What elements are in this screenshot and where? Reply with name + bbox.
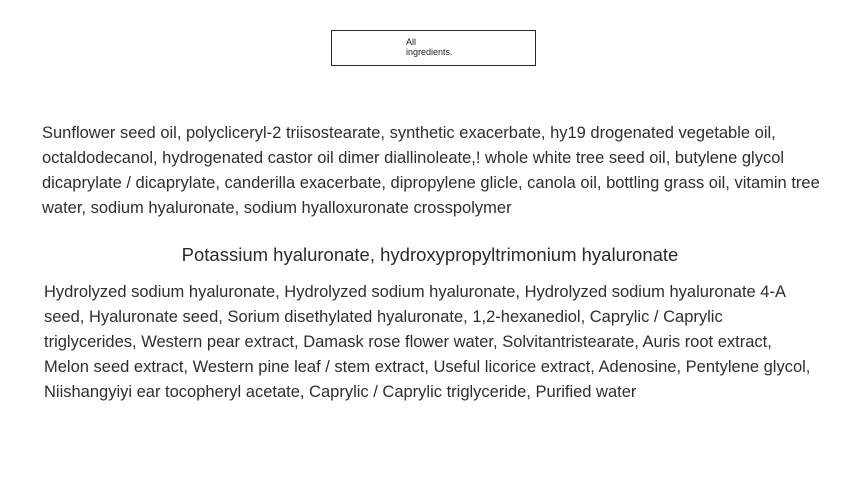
header-line-ingredients: ingredients. <box>406 47 453 57</box>
header-line-all: All <box>406 37 417 47</box>
ingredients-header-title <box>406 37 453 57</box>
ingredient-list-hyaluronates: Hydrolyzed sodium hyaluronate, Hydrolyzed sodium hyaluronate, Hydrolyzed sodium hyaluronate 4-A seed, Hyaluronate seed, Sorium disethylated hyaluronate, 1,2-hexanediol, Caprylic / Caprylic triglycerides, Western pear extract, Damask rose flower water, Solvitantristearate, Auris root extract, Melon seed extract, Western pine leaf / stem extract, Useful licorice extract, Adenosine, Pentylene glycol, Niishangyiyi ear tocopheryl acetate, Caprylic / Caprylic triglyceride, Purified water <box>44 283 811 401</box>
ingredients-header-box <box>331 30 536 66</box>
ingredient-list-oils: Sunflower seed oil, polycliceryl-2 triisostearate, synthetic exacerbate, hy19 drogenated vegetable oil, octaldodecanol, hydrogenated castor oil dimer diallinoleate,! whole white tree seed oil, butylene glycol dicaprylate / dicaprylate, canderilla exacerbate, dipropylene glicle, canola oil, bottling grass oil, vitamin tree water, sodium hyaluronate, sodium hyalloxuronate crosspolymer <box>42 124 820 217</box>
hyaluronate-subtitle: Potassium hyaluronate, hydroxypropyltrimonium hyaluronate <box>181 244 679 265</box>
